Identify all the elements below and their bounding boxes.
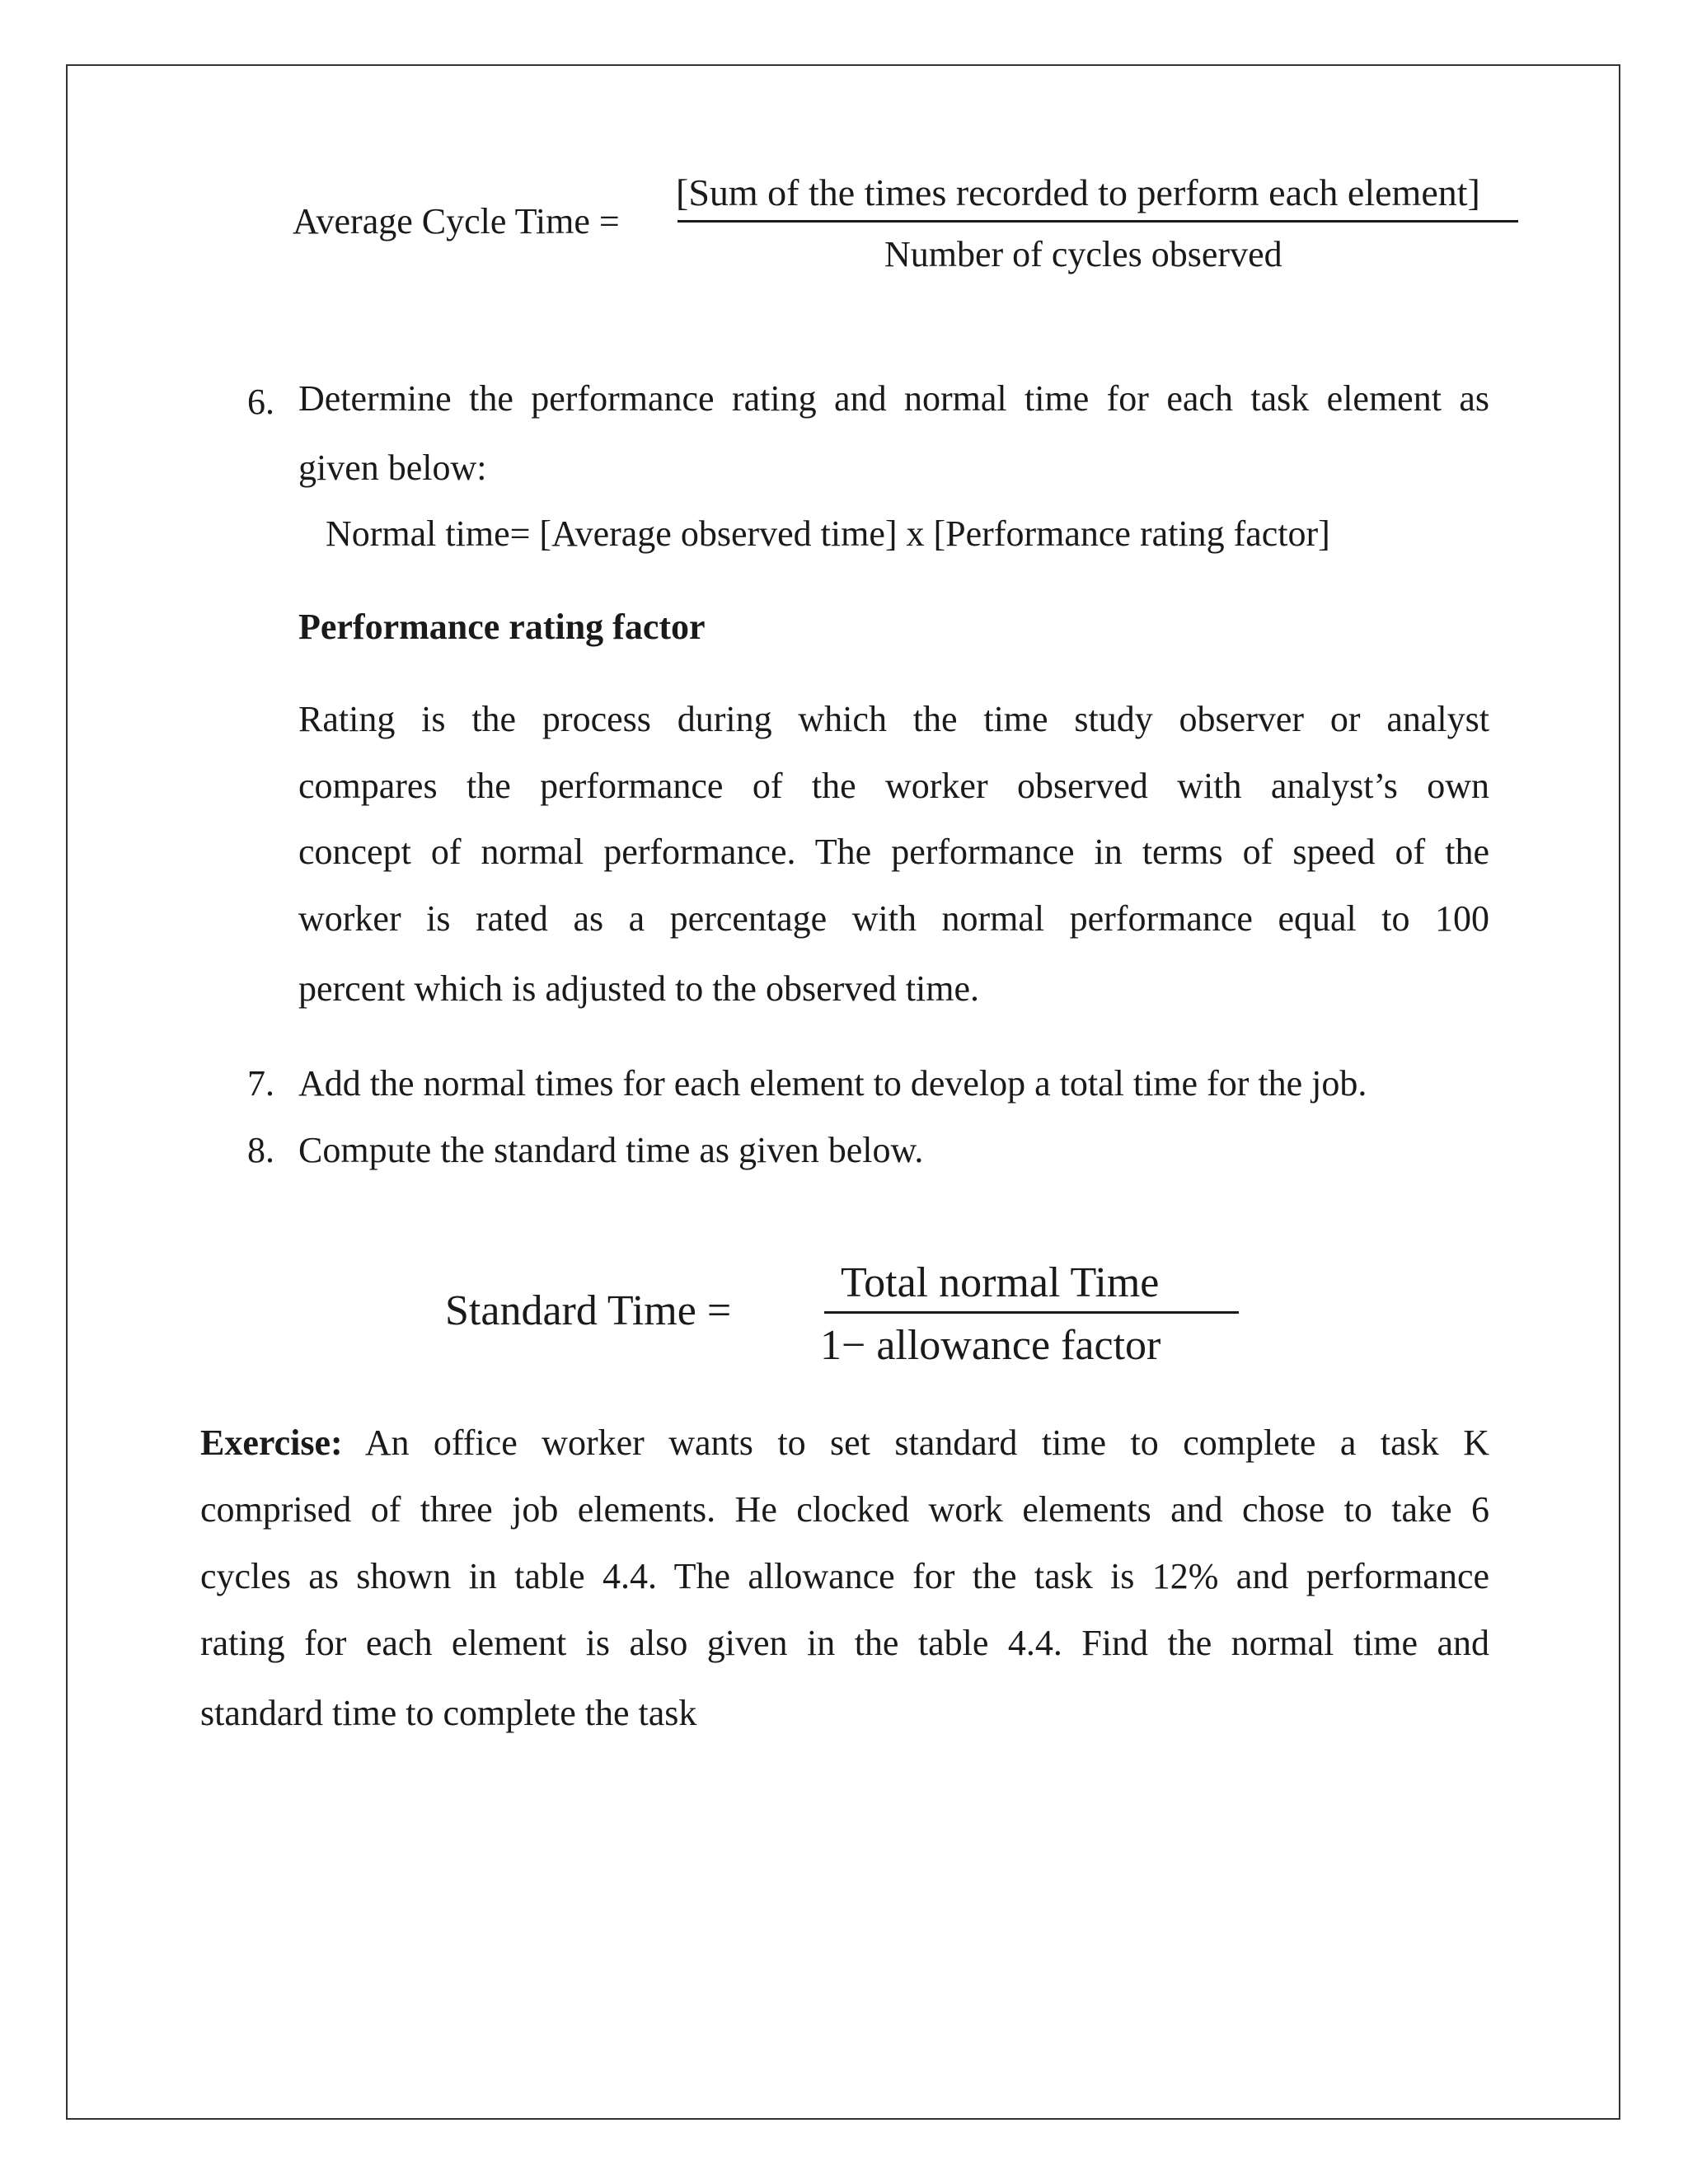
formula-numerator: [Sum of the times recorded to perform each element]	[676, 171, 1480, 213]
exercise-line: cycles as shown in table 4.4. The allowance for the task is 12% and performance	[200, 1556, 1489, 1596]
section-heading: Performance rating factor	[298, 607, 706, 647]
step-text-continued: given below:	[298, 448, 487, 488]
formula-denominator: 1− allowance factor	[820, 1322, 1161, 1369]
exercise-line: comprised of three job elements. He clocked work elements and chose to take 6	[200, 1489, 1489, 1530]
formula-numerator: Total normal Time	[841, 1259, 1160, 1306]
paragraph-line: worker is rated as a percentage with normal performance equal to 100	[298, 898, 1489, 939]
exercise-line: rating for each element is also given in the table 4.4. Find the normal time and	[200, 1623, 1489, 1663]
step-number: 6.	[247, 382, 274, 422]
step-text: Compute the standard time as given below.	[298, 1130, 924, 1170]
paragraph-line: percent which is adjusted to the observed time.	[298, 968, 979, 1009]
fraction-bar	[824, 1311, 1239, 1314]
step-text: Determine the performance rating and normal time for each task element as	[298, 378, 1489, 419]
paragraph-line: Rating is the process during which the time study observer or analyst	[298, 699, 1489, 739]
paragraph-line: compares the performance of the worker observed with analyst’s own	[298, 766, 1489, 806]
step-text: Add the normal times for each element to develop a total time for the job.	[298, 1063, 1367, 1104]
formula-label: Average Cycle Time =	[293, 201, 620, 241]
fraction-bar	[678, 220, 1518, 223]
exercise-line: standard time to complete the task	[200, 1693, 697, 1733]
step-number: 8.	[247, 1130, 274, 1170]
normal-time-formula: Normal time= [Average observed time] x [Performance rating factor]	[326, 513, 1330, 554]
step-number: 7.	[247, 1063, 274, 1104]
exercise-label: Exercise:	[200, 1422, 343, 1463]
formula-denominator: Number of cycles observed	[884, 234, 1282, 274]
formula-label: Standard Time =	[445, 1287, 732, 1334]
exercise-line: Exercise: An office worker wants to set standard time to complete a task K	[200, 1422, 1489, 1463]
paragraph-line: concept of normal performance. The performance in terms of speed of the	[298, 832, 1489, 872]
